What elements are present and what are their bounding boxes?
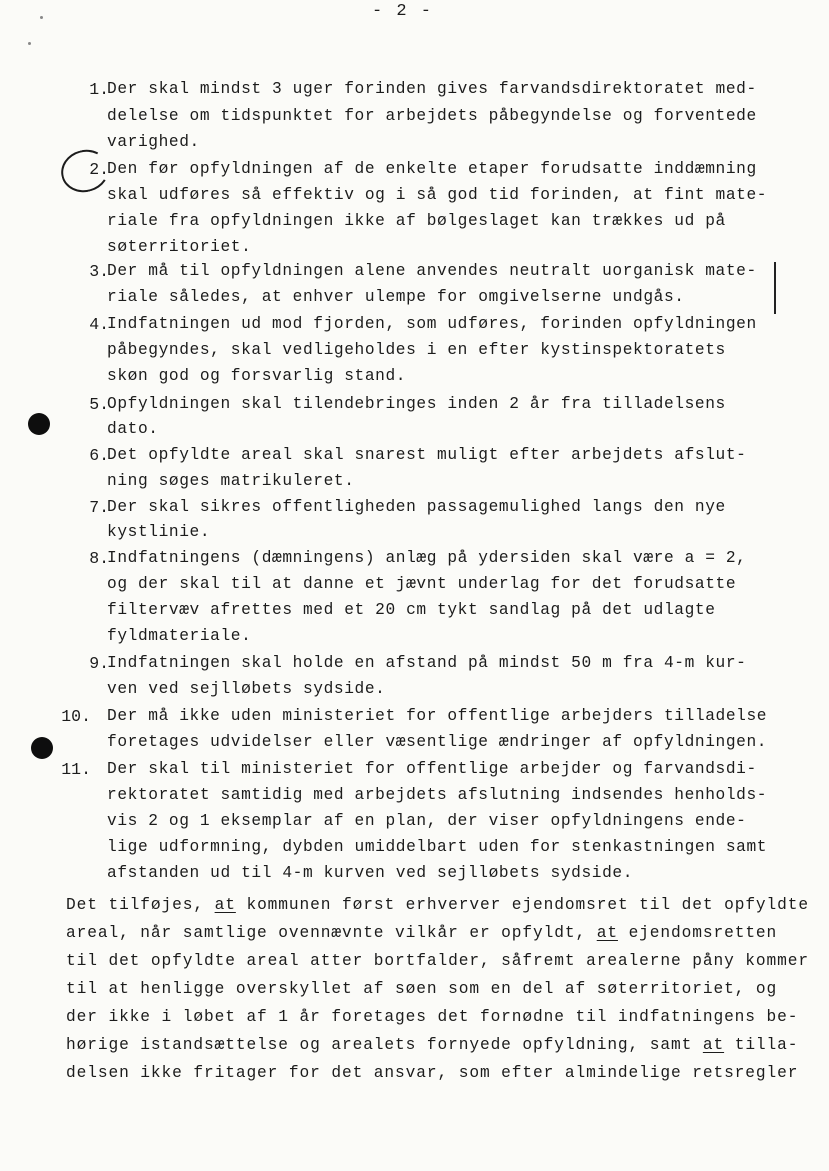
condition-number: 4.: [89, 315, 109, 334]
text-line: og der skal til at danne et jævnt underlag for det forudsatte: [107, 575, 737, 593]
text-line: Der må ikke uden ministeriet for offentlige arbejders tilladelse: [107, 707, 768, 725]
margin-mark: [774, 262, 776, 314]
text-line: der ikke i løbet af 1 år foretages det fornødne til indfatningens be-: [66, 1008, 799, 1026]
text-line: Indfatningen ud mod fjorden, som udføres, forinden opfyldningen: [107, 315, 757, 333]
text-line: filtervæv afrettes med et 20 cm tykt sandlag på det udlagte: [107, 601, 716, 619]
text-line: Indfatningens (dæmningens) anlæg på ydersiden skal være a = 2,: [107, 549, 747, 567]
text-line: varighed.: [107, 133, 200, 151]
condition-number: 10.: [61, 707, 91, 726]
text-line: riale således, at enhver ulempe for omgivelserne undgås.: [107, 288, 685, 306]
condition-number: 2.: [89, 160, 109, 179]
text-line: ning søges matrikuleret.: [107, 472, 355, 490]
text-line: delsen ikke fritager for det ansvar, som efter almindelige retsregler: [66, 1064, 799, 1082]
text-line: Der skal mindst 3 uger forinden gives farvandsdirektoratet med-: [107, 80, 757, 98]
text-line: Det tilføjes, at kommunen først erhverver ejendomsret til det opfyldte: [66, 896, 810, 914]
text-line: delelse om tidspunktet for arbejdets påbegyndelse og forventede: [107, 107, 757, 125]
condition-number: 5.: [89, 395, 109, 414]
condition-number: 11.: [61, 760, 91, 779]
text-line: foretages udvidelser eller væsentlige ændringer af opfyldningen.: [107, 733, 768, 751]
text-line: areal, når samtlige ovennævnte vilkår er opfyldt, at ejendomsretten: [66, 924, 778, 942]
condition-number: 7.: [89, 498, 109, 517]
punch-hole: [31, 737, 53, 759]
text-line: afstanden ud til 4-m kurven ved sejlløbets sydside.: [107, 864, 634, 882]
condition-number: 1.: [89, 80, 109, 99]
text-line: fyldmateriale.: [107, 627, 252, 645]
text-line: til at henligge overskyllet af søen som en del af søterritoriet, og: [66, 980, 778, 998]
text-line: Der må til opfyldningen alene anvendes neutralt uorganisk mate-: [107, 262, 757, 280]
text-line: hørige istandsættelse og arealets fornyede opfyldning, samt at tilla-: [66, 1036, 799, 1054]
text-line: dato.: [107, 420, 159, 438]
text-line: Den før opfyldningen af de enkelte etaper forudsatte inddæmning: [107, 160, 757, 178]
text-line: skal udføres så effektiv og i så god tid forinden, at fint mate-: [107, 186, 768, 204]
scan-speck: [40, 16, 43, 19]
text-line: påbegyndes, skal vedligeholdes i en efter kystinspektoratets: [107, 341, 726, 359]
text-line: ven ved sejlløbets sydside.: [107, 680, 386, 698]
page-number: - 2 -: [372, 2, 434, 21]
text-line: lige udformning, dybden umiddelbart uden for stenkastningen samt: [107, 838, 768, 856]
text-line: Der skal sikres offentligheden passagemulighed langs den nye: [107, 498, 726, 516]
text-line: kystlinie.: [107, 523, 211, 541]
text-line: riale fra opfyldningen ikke af bølgeslaget kan trækkes ud på: [107, 212, 726, 230]
text-line: skøn god og forsvarlig stand.: [107, 367, 407, 385]
text-line: søterritoriet.: [107, 238, 252, 256]
text-line: til det opfyldte areal atter bortfalder, såfremt arealerne påny kommer: [66, 952, 809, 970]
punch-hole: [28, 413, 50, 435]
text-line: rektoratet samtidig med arbejdets afslutning indsendes henholds-: [107, 786, 768, 804]
text-line: Der skal til ministeriet for offentlige arbejder og farvandsdi-: [107, 760, 757, 778]
text-line: Opfyldningen skal tilendebringes inden 2 år fra tilladelsens: [107, 395, 726, 413]
condition-number: 9.: [89, 654, 109, 673]
text-line: Indfatningen skal holde en afstand på mindst 50 m fra 4-m kur-: [107, 654, 747, 672]
condition-number: 6.: [89, 446, 109, 465]
text-line: vis 2 og 1 eksemplar af en plan, der viser opfyldningens ende-: [107, 812, 747, 830]
text-line: Det opfyldte areal skal snarest muligt efter arbejdets afslut-: [107, 446, 747, 464]
scan-speck: [28, 42, 31, 45]
condition-number: 3.: [89, 262, 109, 281]
condition-number: 8.: [89, 549, 109, 568]
